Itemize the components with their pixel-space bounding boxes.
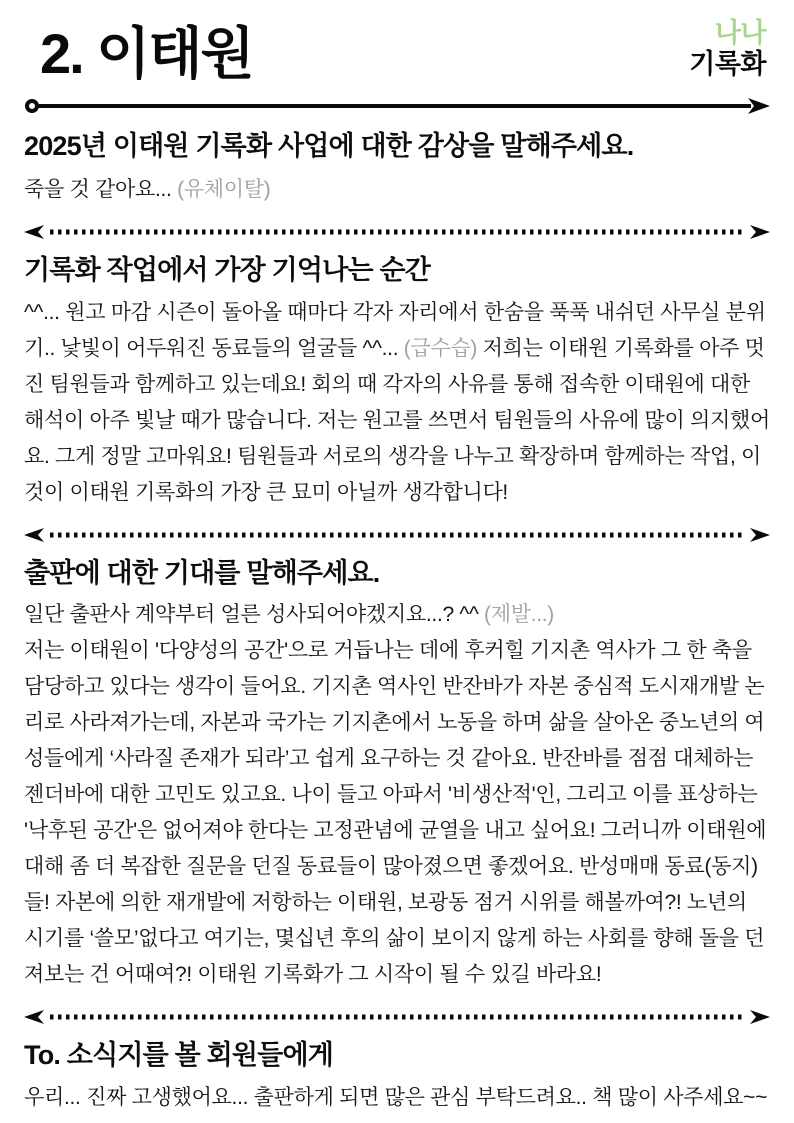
brand-name-bottom: 기록화 xyxy=(689,49,766,80)
double-arrow-dotted-line-icon xyxy=(24,1009,770,1025)
q4-body: 우리... 진짜 고생했어요... 출판하게 되면 많은 관심 부탁드려요.. 책 많이 사주세요~~ xyxy=(24,1086,768,1109)
page-header xyxy=(24,16,770,85)
q1-answer-main: 죽을 것 같아요... xyxy=(24,177,178,201)
q2-body xyxy=(24,295,770,511)
section-divider xyxy=(24,1009,770,1025)
q2-body-aside: (급수습) xyxy=(403,336,478,360)
q1-answer-aside: (유체이탈) xyxy=(177,177,271,201)
brand-logo xyxy=(689,18,766,80)
section-q3 xyxy=(24,557,770,994)
section-divider xyxy=(24,527,770,543)
brand-name-top: 나나 xyxy=(714,18,766,48)
q1-answer xyxy=(24,172,770,208)
q2-body-after: 저희는 이태원 기록화를 아주 멋진 팀원들과 함께하고 있는데요! 회의 때 각자의 사유를 통해 접속한 이태원에 대한 해석이 아주 빛날 때가 많습니다. 저는 원고를 쓰면서 팀원들의 사유에 많이 의지했어요. 그게 정말 고마워요! 팀원들과 서로의 생각을 나누고 확장하며 함께하는 작업, 이것이 이태원 기록화의 가장 큰 묘미 아닐까 생각합니다! xyxy=(24,336,770,504)
q2-body-before: ^^... 원고 마감 시즌이 돌아올 때마다 각자 자리에서 한숨을 푹푹 내쉬던 사무실 분위기.. 낯빛이 어두워진 동료들의 얼굴들 ^^... xyxy=(24,300,766,360)
double-arrow-dotted-line-icon xyxy=(24,527,770,543)
q4-heading: To. 소식지를 볼 회원들에게 xyxy=(24,1040,334,1071)
q3-body: 저는 이태원이 '다양성의 공간'으로 거듭나는 데에 후커힐 기지촌 역사가 그 한 축을 담당하고 있다는 생각이 들어요. 기지촌 역사인 반잔바가 자본 중심적 도시재개발 논리로 사라져가는데, 자본과 국가는 기지촌에서 노동을 하며 삶을 살아온 중노년의 여성들에게 ‘사라질 존재가 되라’고 쉽게 요구하는 것 같아요. 반잔바를 점점 대체하는 젠더바에 대한 고민도 있고요. 나이 들고 아파서 '비생산적'인, 그리고 이를 표상하는 '낙후된 공간'은 없어져야 한다는 고정관념에 균열을 내고 싶어요! 그러니까 이태원에 대해 좀 더 복잡한 질문을 던질 동료들이 많아졌으면 좋겠어요. 반성매매 동료(동지)들! 자본에 의한 재개발에 저항하는 이태원, 보광동 점거 시위를 해볼까여?! 노년의 시기를 ‘쓸모’없다고 여기는, 몇십년 후의 삶이 보이지 않게 하는 사회를 향해 돌을 던져보는 건 어때여?! 이태원 기록화가 그 시작이 될 수 있길 바라요! xyxy=(24,639,767,987)
q3-line1-aside: (제발...) xyxy=(484,603,554,627)
q1-heading: 2025년 이태원 기록화 사업에 대한 감상을 말해주세요. xyxy=(24,131,634,161)
section-q4 xyxy=(24,1039,770,1116)
section-q2 xyxy=(24,254,770,511)
double-arrow-dotted-line-icon xyxy=(24,224,770,240)
section-divider xyxy=(24,224,770,240)
q3-line1-main: 일단 출판사 계약부터 얼른 성사되어야겠지요...? ^^ xyxy=(24,603,485,627)
q2-heading: 기록화 작업에서 가장 기억나는 순간 xyxy=(24,254,431,285)
section-q1 xyxy=(24,130,770,208)
q3-line1 xyxy=(24,597,770,633)
header-rule xyxy=(24,96,770,116)
page-title: 2. 이태원 xyxy=(40,22,253,85)
q3-heading: 출판에 대한 기대를 말해주세요. xyxy=(24,557,380,588)
circle-arrow-line-icon xyxy=(24,96,770,116)
